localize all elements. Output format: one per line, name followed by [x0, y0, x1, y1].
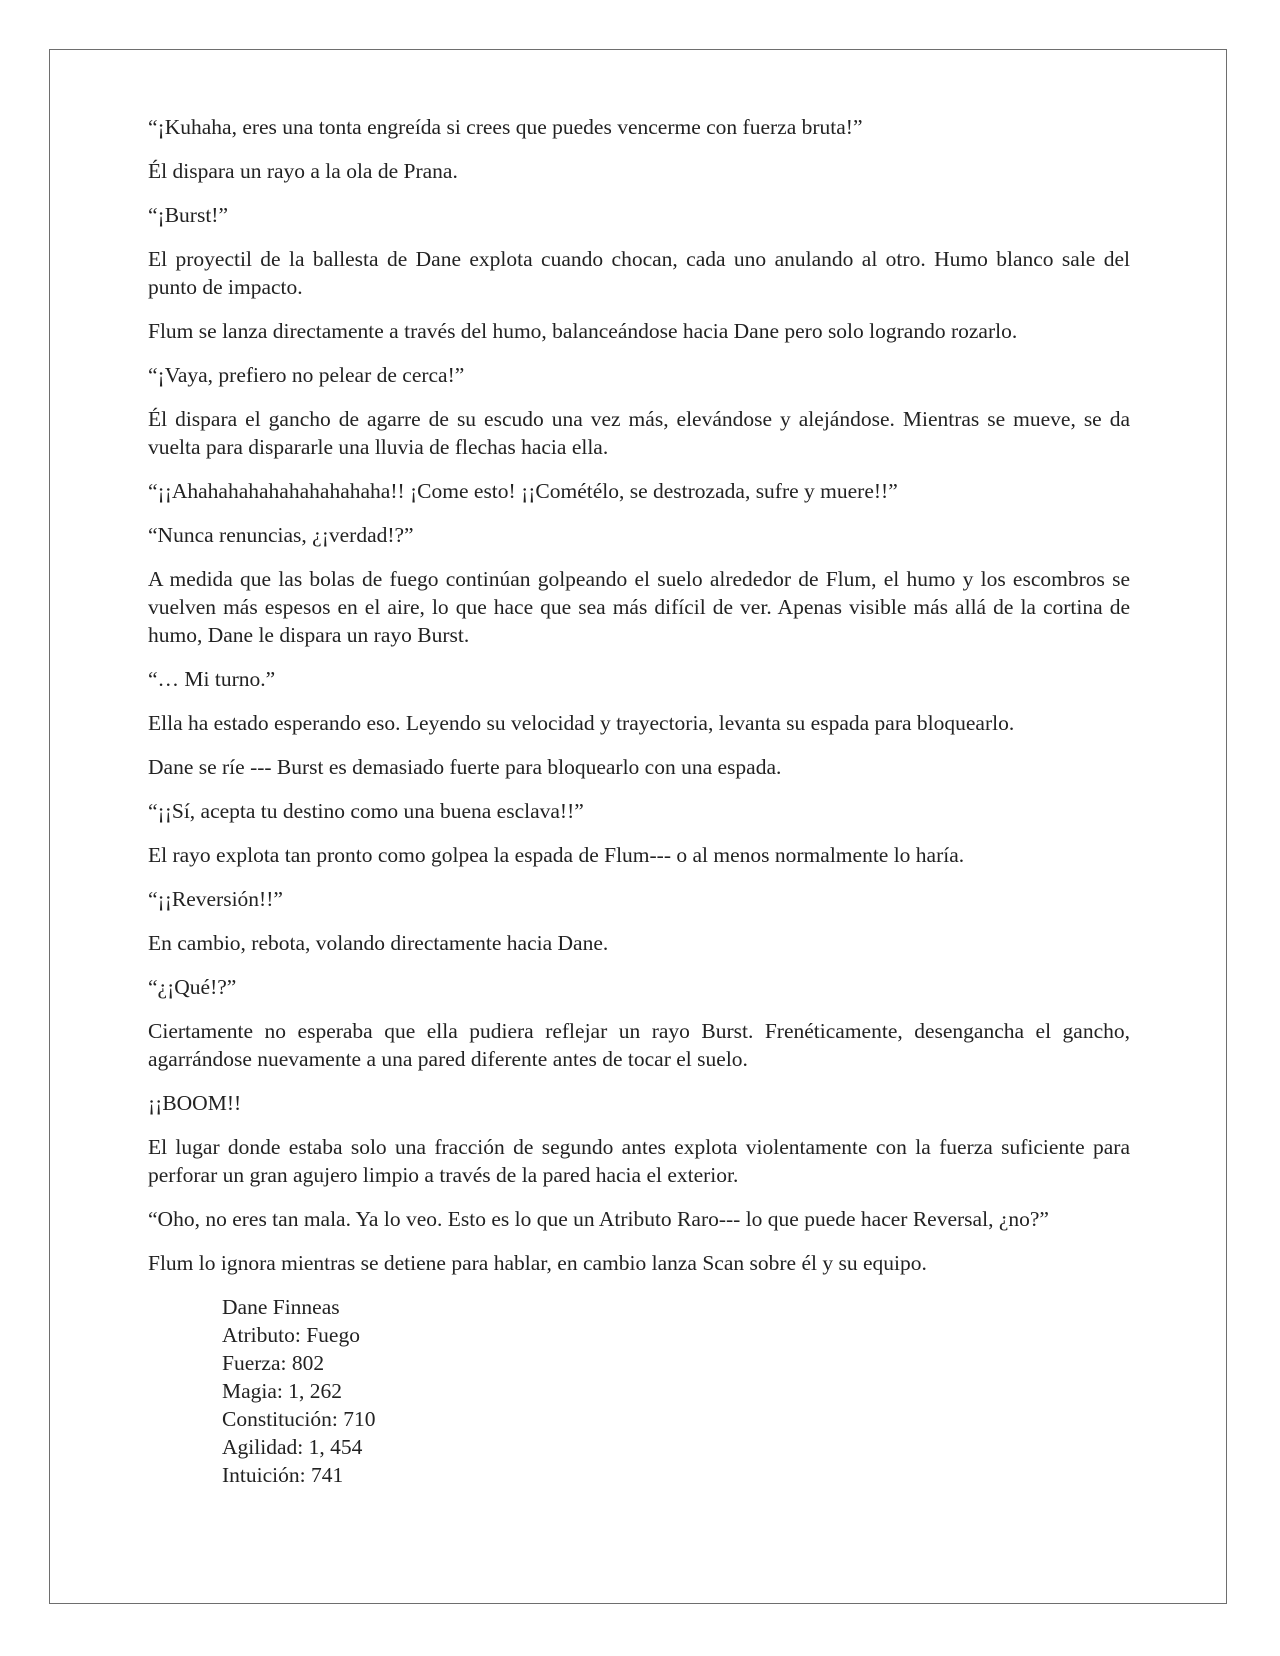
stat-strength: Fuerza: 802 — [222, 1351, 325, 1375]
stat-name: Dane Finneas — [222, 1295, 340, 1319]
paragraph: El proyectil de la ballesta de Dane explota cuando chocan, cada uno anulando al otro. Humo blanco sale del punto de impacto. — [148, 247, 1130, 299]
paragraph: Flum se lanza directamente a través del humo, balanceándose hacia Dane pero solo logrando rozarlo. — [148, 319, 1018, 343]
paragraph: “Nunca renuncias, ¿¡verdad!?” — [148, 523, 414, 547]
paragraph: En cambio, rebota, volando directamente hacia Dane. — [148, 931, 609, 955]
paragraph: “¿¡Qué!?” — [148, 975, 237, 999]
paragraph: Ciertamente no esperaba que ella pudiera reflejar un rayo Burst. Frenéticamente, desengancha el gancho, agarrándose nuevamente a una pared diferente antes de tocar el suelo. — [148, 1019, 1130, 1071]
paragraph: “¡Kuhaha, eres una tonta engreída si crees que puedes vencerme con fuerza bruta!” — [148, 115, 863, 139]
stat-constitution: Constitución: 710 — [222, 1407, 376, 1431]
paragraph: Dane se ríe --- Burst es demasiado fuerte para bloquearlo con una espada. — [148, 755, 782, 779]
paragraph: “Oho, no eres tan mala. Ya lo veo. Esto es lo que un Atributo Raro--- lo que puede hacer Reversal, ¿no?” — [148, 1207, 1049, 1231]
paragraph: A medida que las bolas de fuego continúan golpeando el suelo alrededor de Flum, el humo y los escombros se vuelven más espesos en el aire, lo que hace que sea más difícil de ver. Apenas visible más allá de la cortina de humo, Dane le dispara un rayo Burst. — [148, 567, 1130, 647]
paragraph: El rayo explota tan pronto como golpea la espada de Flum--- o al menos normalmente lo haría. — [148, 843, 965, 867]
paragraph: “¡¡Sí, acepta tu destino como una buena esclava!!” — [148, 799, 584, 823]
paragraph: Él dispara un rayo a la ola de Prana. — [148, 159, 458, 183]
paragraph: ¡¡BOOM!! — [148, 1091, 242, 1115]
stat-magic: Magia: 1, 262 — [222, 1379, 343, 1403]
stat-intuition: Intuición: 741 — [222, 1463, 344, 1487]
paragraph: “… Mi turno.” — [148, 667, 276, 691]
paragraph: “¡¡Ahahahahahahahahahaha!! ¡Come esto! ¡¡Cométélo, se destrozada, sufre y muere!!” — [148, 479, 898, 503]
paragraph: Ella ha estado esperando eso. Leyendo su velocidad y trayectoria, levanta su espada para bloquearlo. — [148, 711, 1015, 735]
status-block — [222, 1293, 1130, 1489]
document-body — [148, 113, 1130, 1489]
paragraph: El lugar donde estaba solo una fracción de segundo antes explota violentamente con la fuerza suficiente para perforar un gran agujero limpio a través de la pared hacia el exterior. — [148, 1135, 1130, 1187]
paragraph: Flum lo ignora mientras se detiene para hablar, en cambio lanza Scan sobre él y su equipo. — [148, 1251, 927, 1275]
paragraph: “¡Burst!” — [148, 203, 228, 227]
stat-attribute: Atributo: Fuego — [222, 1323, 360, 1347]
paragraph: “¡Vaya, prefiero no pelear de cerca!” — [148, 363, 465, 387]
paragraph: “¡¡Reversión!!” — [148, 887, 283, 911]
paragraph: Él dispara el gancho de agarre de su escudo una vez más, elevándose y alejándose. Mientras se mueve, se da vuelta para dispararle una lluvia de flechas hacia ella. — [148, 407, 1130, 459]
stat-agility: Agilidad: 1, 454 — [222, 1435, 363, 1459]
